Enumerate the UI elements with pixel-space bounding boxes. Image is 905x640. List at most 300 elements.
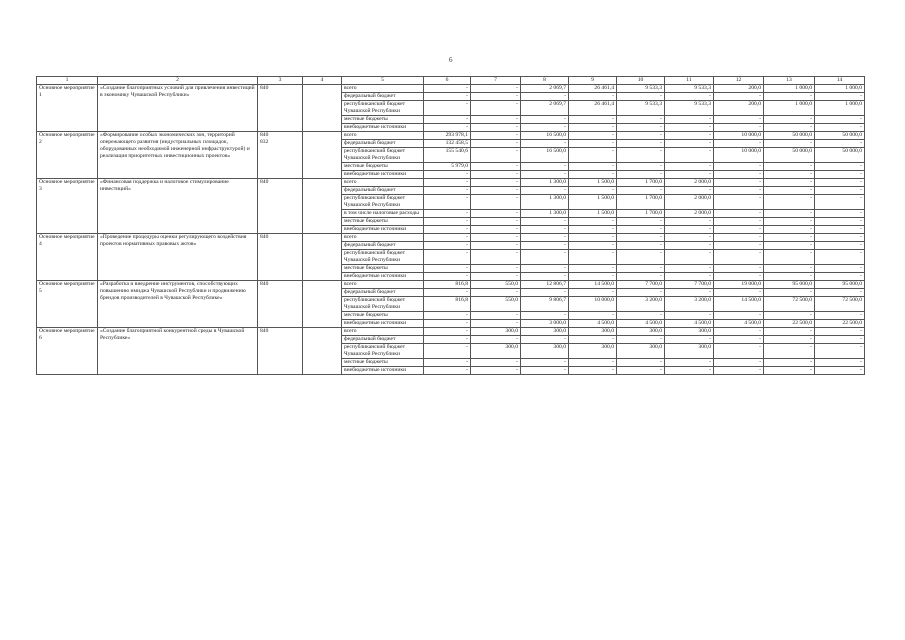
budget-table [36,76,865,375]
value-cell: - [617,359,665,367]
value-cell: 132 458,5 [424,140,471,148]
value-cell: - [471,116,521,124]
value-cell: - [714,179,764,187]
value-cell: - [617,250,665,265]
value-cell: 26 461,4 [569,85,617,93]
value-cell: - [424,195,471,210]
value-cell: - [569,132,617,140]
value-cell: - [714,265,764,273]
value-cell: 72 500,0 [815,297,865,312]
value-cell: 14 500,0 [714,297,764,312]
value-cell: 300,0 [665,344,714,359]
value-cell: - [815,312,865,320]
value-cell: - [424,171,471,179]
value-cell: - [764,250,815,265]
value-cell: - [714,195,764,210]
value-cell: 4 500,0 [569,320,617,328]
value-cell: - [617,124,665,132]
funding-source: в том числе налоговые расходы [342,210,424,218]
column-header: 12 [714,77,764,85]
value-cell: - [764,359,815,367]
value-cell: - [665,289,714,297]
column-header: 1 [37,77,98,85]
value-cell: 1 700,0 [617,195,665,210]
value-cell: - [521,171,569,179]
value-cell: - [764,218,815,226]
value-cell: 293 978,1 [424,132,471,140]
value-cell: - [815,234,865,242]
value-cell: - [764,195,815,210]
value-cell: - [714,140,764,148]
measure-name: «Формирование особых экономических зон, территорий опережающего развития (индустриальных площадок, оборудованных необходимой инженерной инфраструктурой) и реализация приоритетных инвестиционных проектов» [98,132,258,179]
value-cell: - [665,234,714,242]
value-cell: - [764,328,815,336]
value-cell: - [569,116,617,124]
value-cell: - [424,344,471,359]
value-cell: 2 000,0 [665,179,714,187]
value-cell: - [815,163,865,171]
value-cell: - [424,93,471,101]
value-cell: - [764,336,815,344]
value-cell: - [617,163,665,171]
value-cell: - [815,179,865,187]
value-cell: - [815,218,865,226]
value-cell: - [764,289,815,297]
value-cell: 1 000,0 [815,101,865,116]
measure-label: Основное мероприятие 2 [37,132,98,179]
value-cell: - [424,359,471,367]
value-cell: - [714,242,764,250]
measure-name: «Проведение процедуры оценки регулирующего воздействия проектов нормативных правовых актов» [98,234,258,281]
value-cell: - [424,179,471,187]
value-cell: - [569,312,617,320]
value-cell: - [521,289,569,297]
value-cell: - [521,226,569,234]
value-cell: - [471,250,521,265]
value-cell: - [521,140,569,148]
table-body [37,77,865,375]
value-cell: - [764,171,815,179]
funding-source: местные бюджеты [342,312,424,320]
funding-source: всего [342,328,424,336]
funding-source: федеральный бюджет [342,93,424,101]
value-cell: - [569,171,617,179]
code-primary: 840 [260,328,269,334]
column-header: 7 [471,77,521,85]
value-cell: - [665,187,714,195]
funding-source: федеральный бюджет [342,242,424,250]
value-cell: - [665,148,714,163]
value-cell: - [569,187,617,195]
value-cell: - [617,265,665,273]
funding-source: федеральный бюджет [342,289,424,297]
value-cell: - [617,273,665,281]
value-cell: - [424,289,471,297]
value-cell: - [714,187,764,195]
value-cell: - [424,336,471,344]
value-cell: 50 000,0 [764,148,815,163]
value-cell: - [714,226,764,234]
value-cell: - [815,187,865,195]
value-cell: - [815,124,865,132]
measure-code [258,85,303,132]
column-header: 4 [303,77,342,85]
value-cell: - [471,163,521,171]
column-4-cell [303,132,342,179]
value-cell: 22 500,0 [764,320,815,328]
funding-source: республиканский бюджет Чувашской Республики [342,344,424,359]
value-cell: 300,0 [521,328,569,336]
funding-source: всего [342,234,424,242]
value-cell: - [714,289,764,297]
value-cell: - [764,234,815,242]
value-cell: 10 000,0 [714,148,764,163]
value-cell: 72 500,0 [764,297,815,312]
value-cell: - [665,140,714,148]
funding-source: республиканский бюджет Чувашской Республики [342,148,424,163]
measure-label: Основное мероприятие 5 [37,281,98,328]
value-cell: - [569,250,617,265]
value-cell: - [471,242,521,250]
value-cell: - [617,226,665,234]
value-cell: - [617,93,665,101]
value-cell: - [569,140,617,148]
value-cell: - [665,312,714,320]
column-4-cell [303,281,342,328]
value-cell: 1 300,0 [521,195,569,210]
value-cell: - [764,210,815,218]
value-cell: 816,8 [424,297,471,312]
value-cell: 50 000,0 [815,148,865,163]
value-cell: - [424,265,471,273]
value-cell: 10 000,0 [714,132,764,140]
value-cell: - [569,124,617,132]
table-row [37,328,865,336]
value-cell: - [764,179,815,187]
funding-source: внебюджетные источники [342,367,424,375]
value-cell: - [815,226,865,234]
funding-source: внебюджетные источники [342,273,424,281]
value-cell: 9 533,3 [617,85,665,93]
value-cell: - [617,218,665,226]
funding-source: местные бюджеты [342,359,424,367]
value-cell: 155 540,6 [424,148,471,163]
value-cell: - [764,124,815,132]
value-cell: - [815,210,865,218]
column-header: 3 [258,77,303,85]
value-cell: - [764,163,815,171]
value-cell: - [665,265,714,273]
value-cell: - [569,273,617,281]
value-cell: 1 500,0 [569,179,617,187]
funding-source: местные бюджеты [342,218,424,226]
value-cell: - [521,116,569,124]
value-cell: 19 000,0 [714,281,764,289]
value-cell: - [424,218,471,226]
measure-code [258,281,303,328]
value-cell: 300,0 [569,344,617,359]
column-4-cell [303,179,342,234]
value-cell: 1 300,0 [521,210,569,218]
value-cell: 3 200,0 [665,297,714,312]
value-cell: 16 500,0 [521,148,569,163]
code-primary: 840 [260,132,269,138]
funding-source: всего [342,132,424,140]
value-cell: - [665,171,714,179]
value-cell: 26 461,4 [569,101,617,116]
funding-source: всего [342,85,424,93]
value-cell: - [424,242,471,250]
value-cell: - [617,148,665,163]
value-cell: - [424,116,471,124]
value-cell: - [815,359,865,367]
value-cell: - [471,210,521,218]
value-cell: - [569,265,617,273]
value-cell: - [471,187,521,195]
value-cell: 4 500,0 [665,320,714,328]
funding-source: внебюджетные источники [342,226,424,234]
value-cell: 4 500,0 [714,320,764,328]
table-row [37,281,865,289]
value-cell: - [471,140,521,148]
value-cell: - [569,359,617,367]
value-cell: - [815,116,865,124]
value-cell: - [764,344,815,359]
funding-source: республиканский бюджет Чувашской Республики [342,297,424,312]
value-cell: 9 533,3 [665,85,714,93]
value-cell: - [665,242,714,250]
measure-label: Основное мероприятие 3 [37,179,98,234]
value-cell: - [471,359,521,367]
value-cell: - [815,367,865,375]
funding-source: местные бюджеты [342,116,424,124]
value-cell: - [714,273,764,281]
value-cell: 7 700,0 [665,281,714,289]
column-4-cell [303,85,342,132]
measure-name: «Финансовая поддержка и налоговое стимулирование инвестиций» [98,179,258,234]
value-cell: - [424,273,471,281]
value-cell: - [665,163,714,171]
value-cell: 2 069,7 [521,101,569,116]
value-cell: - [569,336,617,344]
value-cell: 16 500,0 [521,132,569,140]
value-cell: - [665,132,714,140]
measure-code [258,132,303,179]
value-cell: 1 500,0 [569,210,617,218]
value-cell: 550,0 [471,281,521,289]
funding-source: местные бюджеты [342,163,424,171]
value-cell: 1 300,0 [521,179,569,187]
value-cell: - [471,93,521,101]
value-cell: - [424,85,471,93]
value-cell: 200,0 [714,85,764,93]
value-cell: 22 500,0 [815,320,865,328]
value-cell: 12 806,7 [521,281,569,289]
funding-source: федеральный бюджет [342,336,424,344]
value-cell: 816,8 [424,281,471,289]
value-cell: - [617,367,665,375]
measure-label: Основное мероприятие 6 [37,328,98,375]
funding-source: республиканский бюджет Чувашской Республики [342,195,424,210]
code-primary: 840 [260,234,269,240]
value-cell: - [521,234,569,242]
value-cell: - [424,187,471,195]
value-cell: - [471,195,521,210]
value-cell: - [714,171,764,179]
funding-source: всего [342,179,424,187]
code-primary: 840 [260,179,269,185]
value-cell: - [521,265,569,273]
value-cell: - [521,312,569,320]
value-cell: - [714,116,764,124]
value-cell: 5 979,0 [424,163,471,171]
value-cell: - [521,93,569,101]
funding-source: местные бюджеты [342,265,424,273]
value-cell: 300,0 [617,328,665,336]
value-cell: - [815,265,865,273]
value-cell: - [424,250,471,265]
value-cell: - [665,250,714,265]
value-cell: - [471,85,521,93]
value-cell: - [471,124,521,132]
value-cell: 4 500,0 [617,320,665,328]
value-cell: - [714,312,764,320]
value-cell: - [471,367,521,375]
value-cell: - [521,218,569,226]
value-cell: - [665,226,714,234]
column-header: 13 [764,77,815,85]
value-cell: 7 700,0 [617,281,665,289]
value-cell: - [665,218,714,226]
value-cell: 300,0 [471,344,521,359]
table-row [37,234,865,242]
value-cell: - [569,234,617,242]
value-cell: - [815,140,865,148]
code-primary: 840 [260,85,269,91]
value-cell: 300,0 [617,344,665,359]
value-cell: - [521,163,569,171]
value-cell: - [471,320,521,328]
value-cell: - [521,242,569,250]
value-cell: - [815,289,865,297]
value-cell: 1 500,0 [569,195,617,210]
value-cell: - [471,179,521,187]
value-cell: - [617,234,665,242]
value-cell: - [617,140,665,148]
value-cell: - [665,273,714,281]
value-cell: - [569,93,617,101]
value-cell: 3 200,0 [617,297,665,312]
value-cell: 10 000,0 [569,297,617,312]
funding-source: внебюджетные источники [342,124,424,132]
value-cell: - [617,171,665,179]
value-cell: - [714,328,764,336]
value-cell: - [424,210,471,218]
column-4-cell [303,234,342,281]
table-row [37,85,865,93]
value-cell: - [815,242,865,250]
column-header: 8 [521,77,569,85]
value-cell: - [471,101,521,116]
value-cell: - [714,218,764,226]
value-cell: - [617,242,665,250]
measure-code [258,328,303,375]
value-cell: - [764,116,815,124]
value-cell: - [617,132,665,140]
value-cell: - [815,344,865,359]
value-cell: - [714,163,764,171]
value-cell: - [764,242,815,250]
value-cell: - [617,187,665,195]
value-cell: - [471,171,521,179]
value-cell: - [764,187,815,195]
table-row [37,132,865,140]
value-cell: - [815,336,865,344]
value-cell: - [424,101,471,116]
value-cell: - [521,273,569,281]
page-number: 6 [449,56,453,64]
value-cell: 3 000,0 [521,320,569,328]
code-secondary: 832 [260,139,269,145]
measure-name: «Создание благоприятных условий для привлечения инвестиций в экономику Чувашской Республики» [98,85,258,132]
value-cell: - [714,344,764,359]
value-cell: - [665,367,714,375]
value-cell: 2 000,0 [665,210,714,218]
value-cell: - [617,336,665,344]
value-cell: - [665,359,714,367]
value-cell: 300,0 [665,328,714,336]
value-cell: - [569,289,617,297]
value-cell: 50 000,0 [764,132,815,140]
value-cell: - [714,210,764,218]
value-cell: - [471,234,521,242]
value-cell: - [521,336,569,344]
value-cell: - [815,93,865,101]
value-cell: - [764,265,815,273]
value-cell: - [471,148,521,163]
value-cell: 14 500,0 [569,281,617,289]
header-row [37,77,865,85]
value-cell: - [714,93,764,101]
funding-source: внебюджетные источники [342,320,424,328]
column-header: 6 [424,77,471,85]
value-cell: - [424,367,471,375]
value-cell: - [665,124,714,132]
value-cell: - [764,93,815,101]
funding-source: республиканский бюджет Чувашской Республики [342,250,424,265]
value-cell: 300,0 [471,328,521,336]
value-cell: - [424,226,471,234]
value-cell: - [569,163,617,171]
funding-source: федеральный бюджет [342,140,424,148]
measure-name: «Создание благоприятной конкурентной среды в Чувашской Республике» [98,328,258,375]
value-cell: 1 000,0 [764,85,815,93]
value-cell: - [471,312,521,320]
column-header: 9 [569,77,617,85]
value-cell: - [521,359,569,367]
value-cell: - [521,250,569,265]
value-cell: - [714,367,764,375]
value-cell: - [815,195,865,210]
measure-label: Основное мероприятие 1 [37,85,98,132]
value-cell: - [714,336,764,344]
value-cell: - [815,171,865,179]
value-cell: - [471,336,521,344]
value-cell: - [815,328,865,336]
column-header: 2 [98,77,258,85]
measure-code [258,179,303,234]
measure-label: Основное мероприятие 4 [37,234,98,281]
